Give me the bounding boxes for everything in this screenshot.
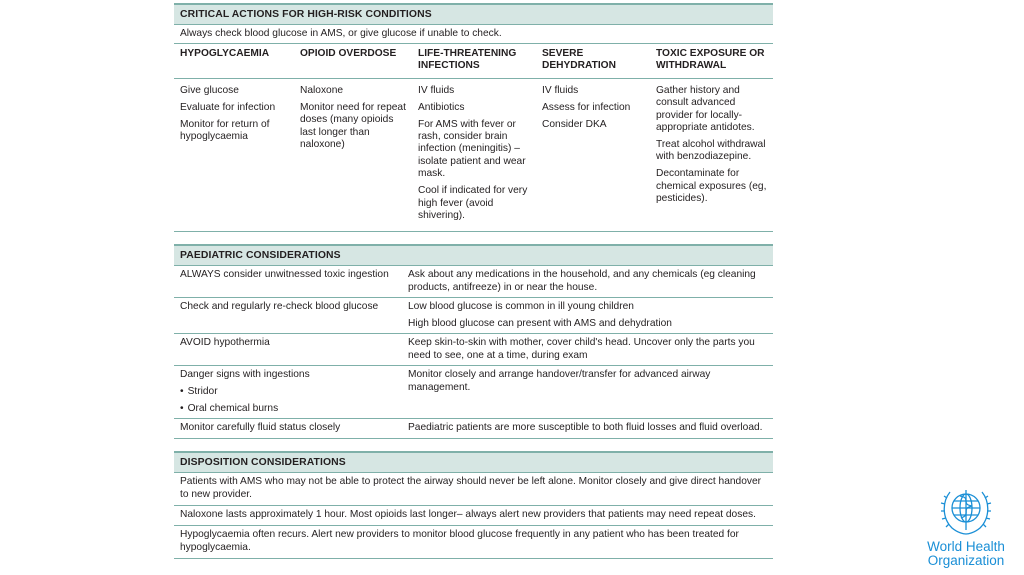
row-label: Monitor carefully fluid status closely bbox=[180, 422, 341, 434]
column-headings bbox=[174, 44, 773, 79]
heading-toxic-exposure: TOXIC EXPOSURE OR WITHDRAWAL bbox=[656, 47, 765, 72]
critical-actions-section bbox=[174, 3, 773, 232]
actions-toxic-exposure bbox=[650, 83, 773, 231]
list-item: Patients with AMS who may not be able to protect the airway should never be left alone. Monitor closely and give direct handover to new provider. bbox=[174, 473, 773, 506]
document bbox=[174, 3, 773, 559]
list-item: Hypoglycaemia often recurs. Alert new providers to monitor blood glucose frequently in any patient who has been treated for hypoglycaemia. bbox=[174, 526, 773, 559]
row-label: AVOID hypothermia bbox=[180, 337, 270, 349]
table-row bbox=[174, 266, 773, 298]
heading-infections: LIFE-THREATENING INFECTIONS bbox=[418, 47, 517, 72]
bullet-item: • Oral chemical burns bbox=[180, 403, 396, 415]
column-actions bbox=[174, 79, 773, 232]
who-emblem-icon bbox=[936, 484, 996, 540]
heading-opioid-overdose: OPIOID OVERDOSE bbox=[300, 47, 397, 59]
action-item: Naloxone bbox=[300, 84, 344, 96]
critical-actions-note: Always check blood glucose in AMS, or give glucose if unable to check. bbox=[174, 25, 773, 43]
row-detail: High blood glucose can present with AMS and dehydration bbox=[408, 317, 672, 329]
action-item: Decontaminate for chemical exposures (eg, pesticides). bbox=[656, 168, 767, 205]
row-label: Check and regularly re-check blood glucose bbox=[180, 301, 379, 313]
row-detail: Paediatric patients are more susceptible to both fluid losses and fluid overload. bbox=[408, 422, 763, 434]
bullet-item: • Stridor bbox=[180, 386, 396, 398]
heading-hypoglycaemia: HYPOGLYCAEMIA bbox=[180, 47, 270, 59]
action-item: Monitor for return of hypoglycaemia bbox=[180, 118, 270, 143]
action-item: IV fluids bbox=[542, 84, 579, 96]
row-label: ALWAYS consider unwitnessed toxic ingestion bbox=[180, 269, 389, 281]
action-item: Gather history and consult advanced provider for locally-appropriate antidotes. bbox=[656, 84, 755, 134]
disposition-section bbox=[174, 451, 773, 559]
action-item: IV fluids bbox=[418, 84, 455, 96]
list-item: Naloxone lasts approximately 1 hour. Most opioids last longer– always alert new providers that patients may need repeat doses. bbox=[174, 506, 773, 526]
table-row bbox=[174, 366, 773, 419]
action-item: Evaluate for infection bbox=[180, 101, 276, 113]
row-detail: Keep skin-to-skin with mother, cover child's head. Uncover only the parts you need to see, one at a time, during exam bbox=[408, 337, 755, 361]
table-row bbox=[174, 334, 773, 366]
action-item: Monitor need for repeat doses (many opioids last longer than naloxone) bbox=[300, 101, 406, 150]
action-item: Give glucose bbox=[180, 84, 239, 96]
table-row bbox=[174, 298, 773, 334]
disposition-title: DISPOSITION CONSIDERATIONS bbox=[174, 451, 773, 473]
paediatric-title: PAEDIATRIC CONSIDERATIONS bbox=[174, 244, 773, 266]
who-logo bbox=[920, 484, 1012, 568]
row-detail: Ask about any medications in the household, and any chemicals (eg cleaning products, antifreeze) in or near the house. bbox=[408, 269, 756, 293]
table-row bbox=[174, 419, 773, 438]
action-item: Treat alcohol withdrawal with benzodiazepine. bbox=[656, 138, 766, 163]
action-item: For AMS with fever or rash, consider brain infection (meningitis) – isolate patient and wear mask. bbox=[418, 118, 526, 180]
paediatric-section bbox=[174, 244, 773, 439]
action-item: Consider DKA bbox=[542, 118, 607, 130]
action-item: Assess for infection bbox=[542, 101, 631, 113]
critical-actions-title: CRITICAL ACTIONS FOR HIGH-RISK CONDITIONS bbox=[174, 3, 773, 25]
actions-dehydration bbox=[536, 83, 650, 231]
row-label: Danger signs with ingestions bbox=[180, 369, 310, 381]
action-item: Antibiotics bbox=[418, 101, 465, 113]
row-detail: Low blood glucose is common in ill young children bbox=[408, 301, 634, 313]
row-detail: Monitor closely and arrange handover/transfer for advanced airway management. bbox=[408, 369, 711, 393]
action-item: Cool if indicated for very high fever (avoid shivering). bbox=[418, 185, 528, 221]
actions-opioid-overdose bbox=[294, 83, 412, 231]
who-name-line1: World Health bbox=[927, 539, 1005, 554]
actions-infections bbox=[412, 83, 536, 231]
who-name-line2: Organization bbox=[927, 553, 1005, 568]
actions-hypoglycaemia bbox=[174, 83, 294, 231]
heading-dehydration: SEVERE DEHYDRATION bbox=[542, 47, 616, 72]
